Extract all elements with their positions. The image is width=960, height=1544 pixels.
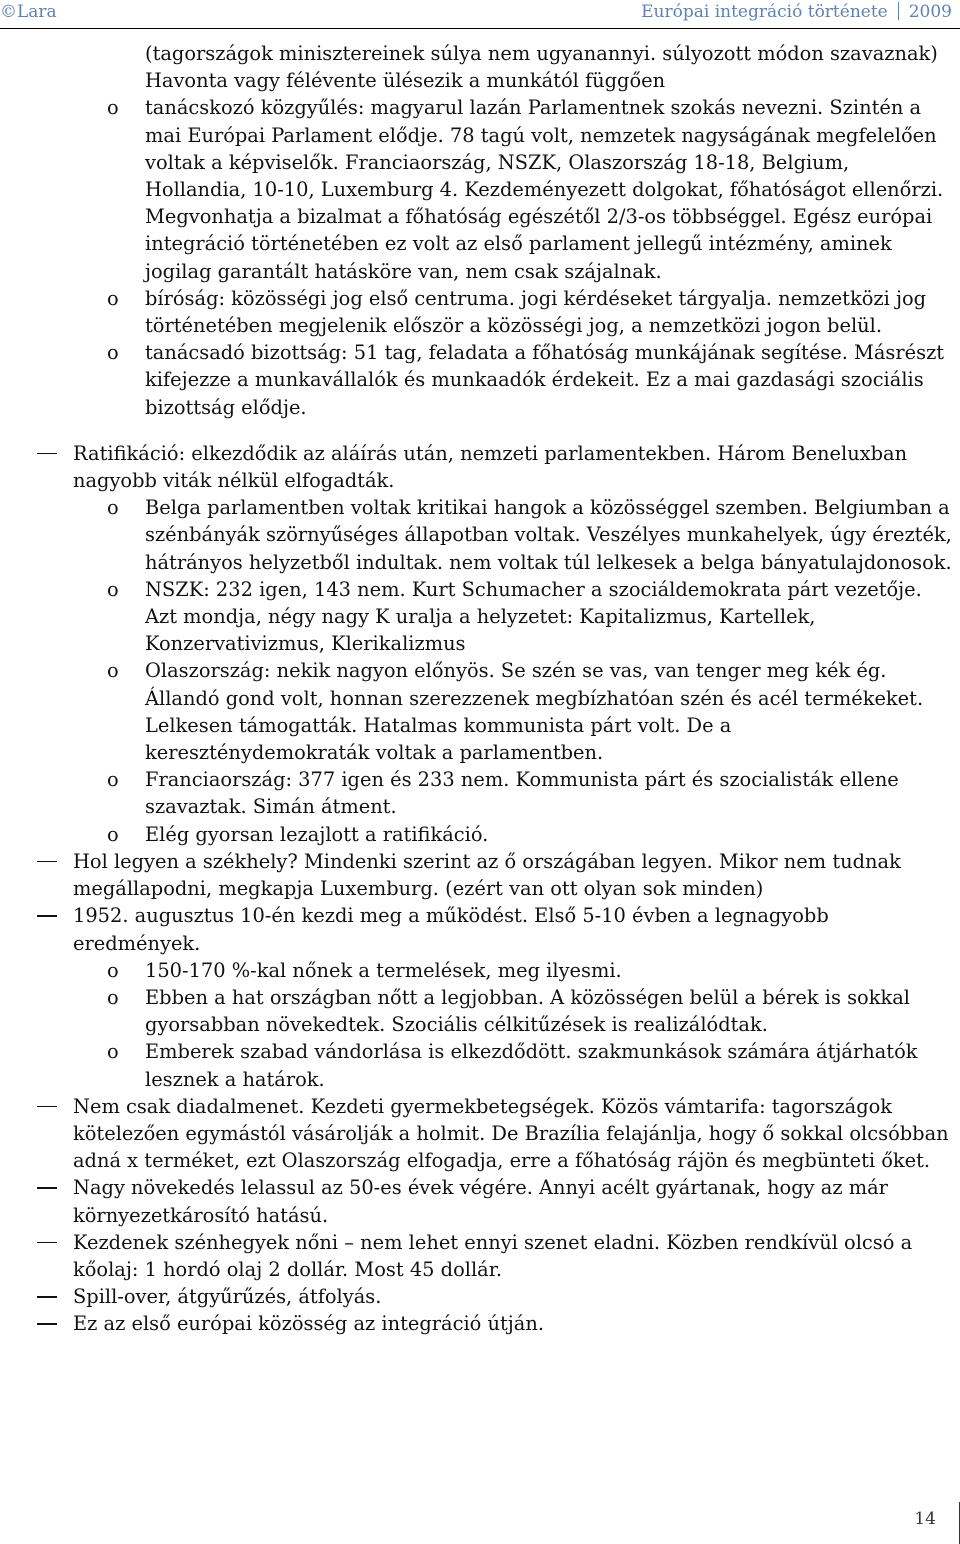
dash-bullet-icon: [37, 915, 57, 917]
sub-list-item: [0, 657, 960, 766]
item-text: Hol legyen a székhely? Mindenki szerint az ő országában legyen. Mikor nem tudnak megállapodni, megkapja Luxemburg. (ezért van ott olyan sok minden): [73, 849, 901, 901]
continued-paragraph: (tagországok minisztereinek súlya nem ugyanannyi. súlyozott módon szavaznak) Havonta vagy félévente ülésezik a munkától függően: [145, 42, 938, 93]
sub-item-text: Ebben a hat országban nőtt a legjobban. A közösségen belül a bérek is sokkal gyorsabban növekedtek. Szociális célkitűzések is realizálódtak.: [145, 985, 910, 1037]
list-item: [0, 1229, 960, 1283]
sub-item-text: Franciaország: 377 igen és 233 nem. Kommunista párt és szocialisták ellene szavaztak. Simán átment.: [145, 768, 899, 819]
circle-bullet-icon: o: [107, 1040, 119, 1064]
sub-item-text: 150-170 %-kal nőnek a termelések, meg ilyesmi.: [145, 958, 622, 982]
sub-list-item: [0, 94, 960, 284]
sub-list-item: [0, 494, 960, 576]
document-body: [0, 40, 960, 1338]
item-text: Ratifikáció: elkezdődik az aláírás után, nemzeti parlamentekben. Három Beneluxban nagyobb viták nélkül elfogadták.: [73, 441, 908, 493]
sub-list-item: [0, 576, 960, 658]
dash-bullet-icon: [37, 1106, 57, 1108]
sub-item-text: Elég gyorsan lezajlott a ratifikáció.: [145, 822, 489, 846]
list-item: [0, 1093, 960, 1175]
sub-list-item: [0, 766, 960, 820]
sub-list-item: [0, 957, 960, 984]
list-item: [0, 1174, 960, 1228]
sub-item-text: bíróság: közösségi jog első centruma. jogi kérdéseket tárgyalja. nemzetközi jog történetében megjelenik először a közösségi jog, a nemzetközi jogon belül.: [145, 286, 927, 338]
item-text: Ez az első európai közösség az integráció útján.: [73, 1312, 544, 1336]
list-item-start: [0, 902, 960, 956]
header-title: Európai integráció története: [641, 2, 888, 22]
spacer: [0, 421, 960, 440]
circle-bullet-icon: o: [107, 768, 119, 792]
circle-bullet-icon: o: [107, 286, 119, 310]
header-author: ©Lara: [0, 2, 57, 22]
circle-bullet-icon: o: [107, 96, 119, 120]
sub-list-item: [0, 1038, 960, 1092]
dash-bullet-icon: [37, 1242, 57, 1244]
page-header: [0, 0, 960, 29]
circle-bullet-icon: o: [107, 496, 119, 520]
list-item-seat: [0, 848, 960, 902]
sub-item-text: Belga parlamentben voltak kritikai hangok a közösséggel szemben. Belgiumban a szénbányák szörnyűséges állapotban voltak. Veszélyes munkahelyek, úgy érezték, hátrányos helyzetből indultak. nem voltak túl lelkesek a belga bányatulajdonosok.: [145, 496, 952, 574]
circle-bullet-icon: o: [107, 577, 119, 601]
sub-item-text: tanácskozó közgyűlés: magyarul lazán Parlamentnek szokás nevezni. Szintén a mai Európai Parlament elődje. 78 tagú volt, nemzetek nagyságának megfelelően voltak a képviselők. Franciaország, NSZK, Olaszország 18-18, Belgium, Hollandia, 10-10, Luxemburg 4. Kezdeményezett dolgokat, főhatóságot ellenőrzi. Megvonhatja a bizalmat a főhatóság egészétől 2/3-os többséggel. Egész európai integráció történetében ez volt az első parlament jellegű intézmény, aminek jogilag garantált hatásköre van, nem csak szájalnak.: [145, 96, 944, 283]
page-number: 14: [914, 1509, 936, 1529]
list-item: [0, 1310, 960, 1337]
sub-item-text: NSZK: 232 igen, 143 nem. Kurt Schumacher a szociáldemokrata párt vezetője. Azt mondja, négy nagy K uralja a helyzetet: Kapitalizmus, Kartellek, Konzervativizmus, Klerikalizmus: [145, 577, 922, 656]
circle-bullet-icon: o: [107, 659, 119, 683]
sub-list-item: [0, 984, 960, 1038]
dash-bullet-icon: [37, 453, 57, 455]
header-title-group: [641, 0, 952, 24]
header-year: 2009: [908, 2, 952, 22]
sub-list-item: [0, 339, 960, 421]
dash-bullet-icon: [37, 1187, 57, 1189]
list-item: [0, 1283, 960, 1310]
sub-item-text: Emberek szabad vándorlása is elkezdődött. szakmunkások számára átjárhatók lesznek a határok.: [145, 1040, 918, 1091]
header-separator: [898, 2, 899, 20]
circle-bullet-icon: o: [107, 822, 119, 846]
circle-bullet-icon: o: [107, 341, 119, 365]
sub-list-item: [0, 821, 960, 848]
item-text: Nem csak diadalmenet. Kezdeti gyermekbetegségek. Közös vámtarifa: tagországok kötelezően egymástól vásárolják a holmit. De Brazília felajánlja, hogy ő sokkal olcsóbban adná x terméket, ezt Olaszország elfogadja, erre a főhatóság rájön és megbünteti őket.: [73, 1094, 949, 1173]
circle-bullet-icon: o: [107, 985, 119, 1009]
sub-item-text: Olaszország: nekik nagyon előnyös. Se szén se vas, van tenger meg kék ég. Állandó gond volt, honnan szerezzenek megbízhatóan szén és acél termékeket. Lelkesen támogatták. Hatalmas kommunista párt volt. De a kereszténydemokraták voltak a parlamentben.: [145, 659, 924, 765]
sub-item-text: tanácsadó bizottság: 51 tag, feladata a főhatóság munkájának segítése. Másrészt kifejezze a munkavállalók és munkaadók érdekeit. Ez a mai gazdasági szociális bizottság elődje.: [145, 341, 945, 419]
item-text: 1952. augusztus 10-én kezdi meg a működést. Első 5-10 évben a legnagyobb eredmények.: [73, 904, 829, 955]
sub-list-item: [0, 285, 960, 339]
dash-bullet-icon: [37, 1296, 57, 1298]
dash-bullet-icon: [37, 861, 57, 863]
dash-bullet-icon: [37, 1323, 57, 1325]
item-text: Kezdenek szénhegyek nőni – nem lehet ennyi szenet eladni. Közben rendkívül olcsó a kőolaj: 1 hordó olaj 2 dollár. Most 45 dollár.: [73, 1230, 913, 1281]
item-text: Spill-over, átgyűrűzés, átfolyás.: [73, 1285, 382, 1309]
circle-bullet-icon: o: [107, 958, 119, 982]
list-item-ratification: [0, 440, 960, 494]
item-text: Nagy növekedés lelassul az 50-es évek végére. Annyi acélt gyártanak, hogy az már környezetkárosító hatású.: [73, 1176, 888, 1227]
